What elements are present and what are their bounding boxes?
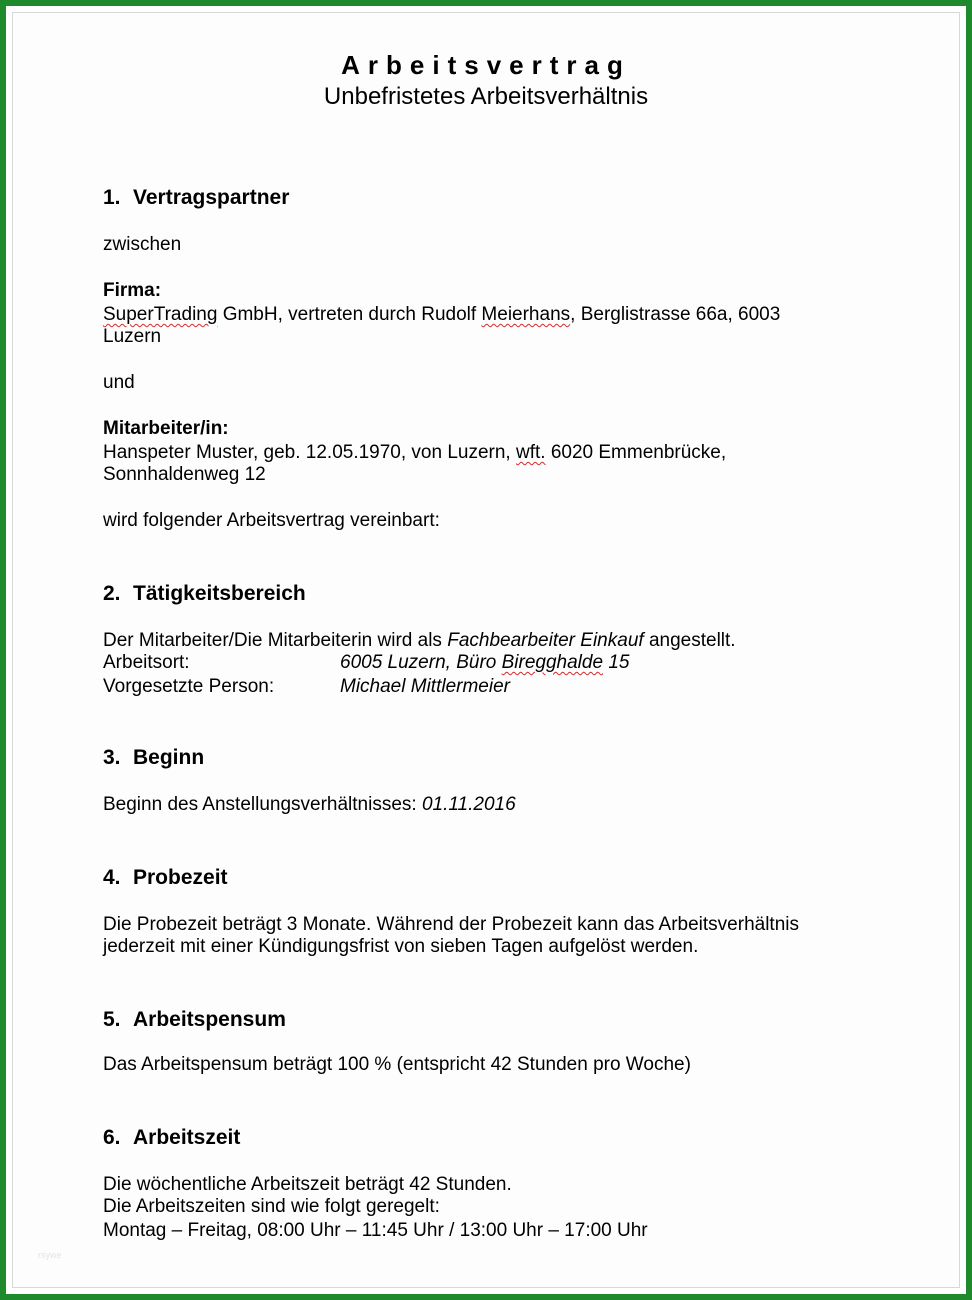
firma-text: GmbH, vertreten durch Rudolf xyxy=(217,304,482,325)
mitarbeiter-text: Hanspeter Muster, geb. 12.05.1970, von Luzern, xyxy=(103,442,516,463)
mitarbeiter-street: Sonnhaldenweg 12 xyxy=(103,464,266,485)
section-4-heading xyxy=(103,866,228,890)
section-title: Arbeitspensum xyxy=(133,1008,286,1031)
arbeitsort-row xyxy=(103,652,663,674)
document-subtitle: Unbefristetes Arbeitsverhältnis xyxy=(323,83,649,110)
beginn-text: Beginn des Anstellungsverhältnisses: xyxy=(103,794,422,815)
firma-line xyxy=(103,304,780,326)
vorgesetzte-row xyxy=(103,676,663,698)
mitarbeiter-label: Mitarbeiter/in: xyxy=(103,418,229,439)
section-title: Vertragspartner xyxy=(133,186,290,209)
mitarbeiter-line xyxy=(103,442,726,464)
mitarbeiter-place: 6020 Emmenbrücke, xyxy=(545,442,727,463)
probezeit-line-2: jederzeit mit einer Kündigungsfrist von sieben Tagen aufgelöst werden. xyxy=(103,936,699,957)
firma-name: SuperTrading xyxy=(103,304,218,325)
firma-person: Meierhans xyxy=(481,304,571,325)
probezeit-line-1: Die Probezeit beträgt 3 Monate. Während der Probezeit kann das Arbeitsverhältnis xyxy=(103,914,799,935)
section-6-heading xyxy=(103,1126,240,1150)
section-title: Beginn xyxy=(133,746,205,769)
section-number: 3. xyxy=(103,746,121,769)
role-text-end: angestellt. xyxy=(643,630,736,651)
firma-address: , Berglistrasse 66a, 6003 xyxy=(570,304,781,325)
text-zwischen: zwischen xyxy=(103,234,182,255)
section-1-heading xyxy=(103,186,289,210)
closing-text: wird folgender Arbeitsvertrag vereinbart: xyxy=(103,510,440,531)
section-number: 2. xyxy=(103,582,121,605)
arbeitsort-value: 6005 Luzern, Büro Biregghalde 15 xyxy=(340,652,630,673)
section-number: 1. xyxy=(103,186,121,209)
watermark: rsywe xyxy=(38,1250,62,1260)
arbeitszeit-line-3: Montag – Freitag, 08:00 Uhr – 11:45 Uhr / 13:00 Uhr – 17:00 Uhr xyxy=(103,1220,648,1241)
section-title: Probezeit xyxy=(133,866,228,889)
section-title: Arbeitszeit xyxy=(133,1126,241,1149)
role-text: Der Mitarbeiter/Die Mitarbeiterin wird als xyxy=(103,630,448,651)
section-5-heading xyxy=(103,1008,286,1032)
section-number: 4. xyxy=(103,866,121,889)
document-title: Arbeitsvertrag xyxy=(341,50,631,80)
section-2-heading xyxy=(103,582,306,606)
arbeitszeit-line-2: Die Arbeitszeiten sind wie folgt geregelt: xyxy=(103,1196,440,1217)
role-line xyxy=(103,630,736,652)
mitarbeiter-wft: wft. xyxy=(516,442,546,463)
role-name: Fachbearbeiter Einkauf xyxy=(447,630,644,651)
section-number: 5. xyxy=(103,1008,121,1031)
section-3-heading xyxy=(103,746,204,770)
section-number: 6. xyxy=(103,1126,121,1149)
firma-label: Firma: xyxy=(103,280,162,301)
vorgesetzte-value: Michael Mittlermeier xyxy=(340,676,510,697)
arbeitszeit-line-1: Die wöchentliche Arbeitszeit beträgt 42 Stunden. xyxy=(103,1174,512,1195)
section-title: Tätigkeitsbereich xyxy=(133,582,306,605)
vorgesetzte-label: Vorgesetzte Person: xyxy=(103,676,275,697)
firma-city: Luzern xyxy=(103,326,162,347)
text-und: und xyxy=(103,372,135,393)
arbeitspensum-text: Das Arbeitspensum beträgt 100 % (entspricht 42 Stunden pro Woche) xyxy=(103,1054,691,1075)
beginn-line xyxy=(103,794,516,816)
beginn-date: 01.11.2016 xyxy=(421,794,516,815)
arbeitsort-label: Arbeitsort: xyxy=(103,652,190,673)
